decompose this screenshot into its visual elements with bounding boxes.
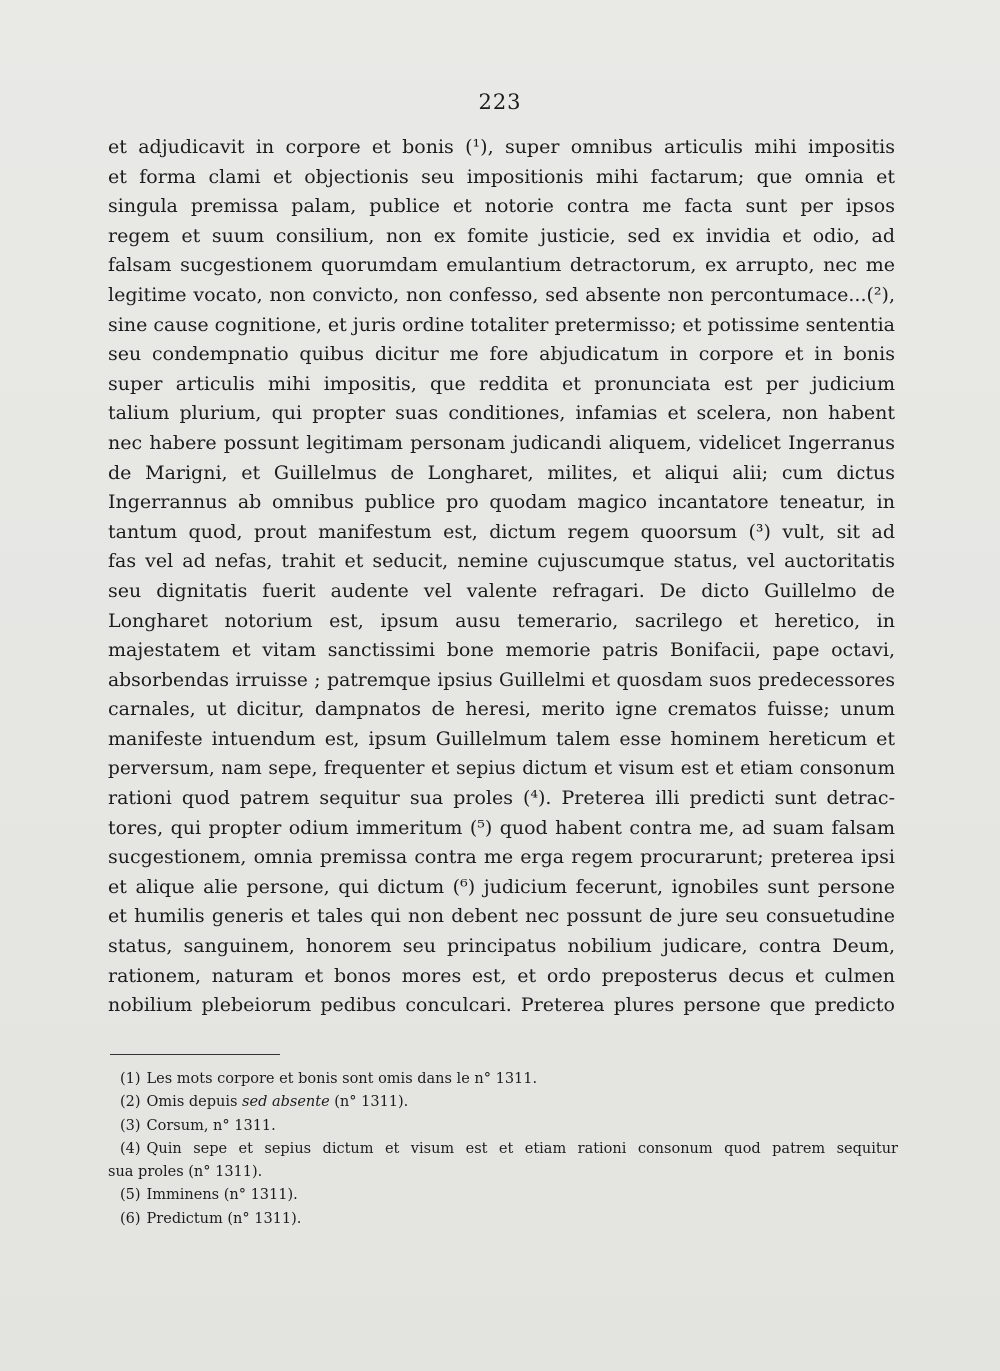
text-line: singula premissa palam, publice et notorie contra me facta sunt per ipsos: [108, 195, 895, 218]
text-line: rationem, naturam et bonos mores est, et ordo preposterus decus et culmen: [108, 964, 895, 987]
footnote-number: (4): [120, 1140, 141, 1157]
text-line: et humilis generis et tales qui non debent nec possunt de jure seu consuetudine: [108, 905, 895, 928]
footnote-line: [108, 1138, 898, 1161]
footnote-number: (1): [120, 1071, 141, 1087]
footnote-number: (6): [120, 1210, 141, 1227]
text-line: carnales, ut dicitur, dampnatos de heresi, merito igne crematos fuisse; unum: [108, 698, 895, 721]
footnote-text: Omis depuis: [146, 1094, 243, 1111]
text-line: et forma clami et objectionis seu impositionis mihi factarum; que omnia et: [108, 165, 895, 188]
footnote-number: (5): [120, 1187, 141, 1204]
footnote-1: [108, 1068, 898, 1091]
text-line: seu dignitatis fuerit audente vel valente refragari. De dicto Guillelmo de: [108, 579, 895, 602]
footnote-italic-text: sed absente: [242, 1094, 330, 1111]
body-text: [108, 133, 895, 1021]
text-line: nec habere possunt legitimam personam judicandi aliquem, videlicet Ingerranus: [108, 431, 895, 454]
text-line: nobilium plebeiorum pedibus conculcari. Preterea plures persone que predicto: [108, 994, 895, 1017]
text-line: majestatem et vitam sanctissimi bone memorie patris Bonifacii, pape octavi,: [108, 639, 895, 662]
footnote-text: Corsum, n° 1311.: [146, 1117, 276, 1134]
text-line: absorbendas irruisse ; patremque ipsius Guillelmi et quosdam suos predecessores: [108, 669, 895, 691]
text-line: et adjudicavit in corpore et bonis (¹), super omnibus articulis mihi impositis: [108, 136, 895, 158]
text-line: rationi quod patrem sequitur sua proles (⁴). Preterea illi predicti sunt detrac-: [108, 787, 895, 810]
footnote-6: [108, 1208, 898, 1231]
text-line: fas vel ad nefas, trahit et seducit, nemine cujuscumque status, vel auctoritatis: [108, 550, 895, 573]
text-line: et alique alie persone, qui dictum (⁶) judicium fecerunt, ignobiles sunt persone: [108, 875, 895, 898]
footnote-number: (2): [120, 1094, 141, 1111]
text-line: status, sanguinem, honorem seu principatus nobilium judicare, contra Deum,: [108, 935, 895, 958]
text-line: regem et suum consilium, non ex fomite justicie, sed ex invidia et odio, ad: [108, 224, 895, 247]
text-line: Ingerrannus ab omnibus publice pro quodam magico incantatore teneatur, in: [108, 491, 895, 514]
footnote-text: (n° 1311).: [329, 1094, 409, 1111]
text-line: tores, qui propter odium immeritum (⁵) quod habent contra me, ad suam falsam: [108, 816, 895, 839]
footnote-5: [108, 1184, 898, 1207]
footnote-number: (3): [120, 1117, 141, 1134]
footnote-line: sua proles (n° 1311).: [108, 1164, 263, 1181]
text-line: sine cause cognitione, et juris ordine totaliter pretermisso; et potissime sententia: [108, 313, 895, 336]
text-line: perversum, nam sepe, frequenter et sepius dictum et visum est et etiam consonum: [108, 758, 895, 780]
footnote-rule: [110, 1054, 280, 1055]
footnote-4: [108, 1138, 898, 1185]
footnote-3: [108, 1115, 898, 1138]
text-line: talium plurium, qui propter suas conditiones, infamias et scelera, non habent: [108, 402, 895, 425]
footnotes: [108, 1068, 898, 1231]
text-line: falsam sucgestionem quorumdam emulantium detractorum, ex arrupto, nec me: [108, 254, 895, 277]
page-number: 223: [478, 90, 522, 114]
footnote-text: Imminens (n° 1311).: [146, 1187, 298, 1204]
text-line: Longharet notorium est, ipsum ausu temerario, sacrilego et heretico, in: [108, 609, 895, 632]
text-line: tantum quod, prout manifestum est, dictum regem quoorsum (³) vult, sit ad: [108, 520, 895, 543]
text-line: super articulis mihi impositis, que reddita et pronunciata est per judicium: [108, 372, 895, 395]
footnote-text: Quin sepe et sepius dictum et visum est et etiam rationi consonum quod patrem sequitur: [146, 1140, 898, 1157]
text-line: sucgestionem, omnia premissa contra me erga regem procurarunt; preterea ipsi: [108, 846, 895, 869]
text-line: legitime vocato, non convicto, non confesso, sed absente non percontumace...(²),: [108, 283, 895, 306]
footnote-text: Predictum (n° 1311).: [146, 1210, 302, 1227]
text-line: seu condempnatio quibus dicitur me fore abjudicatum in corpore et in bonis: [108, 343, 895, 366]
footnote-2: [108, 1091, 898, 1114]
footnote-text: Les mots corpore et bonis sont omis dans le n° 1311.: [146, 1071, 538, 1087]
text-line: manifeste intuendum est, ipsum Guillelmum talem esse hominem hereticum et: [108, 727, 895, 750]
text-line: de Marigni, et Guillelmus de Longharet, milites, et aliqui alii; cum dictus: [108, 461, 895, 484]
